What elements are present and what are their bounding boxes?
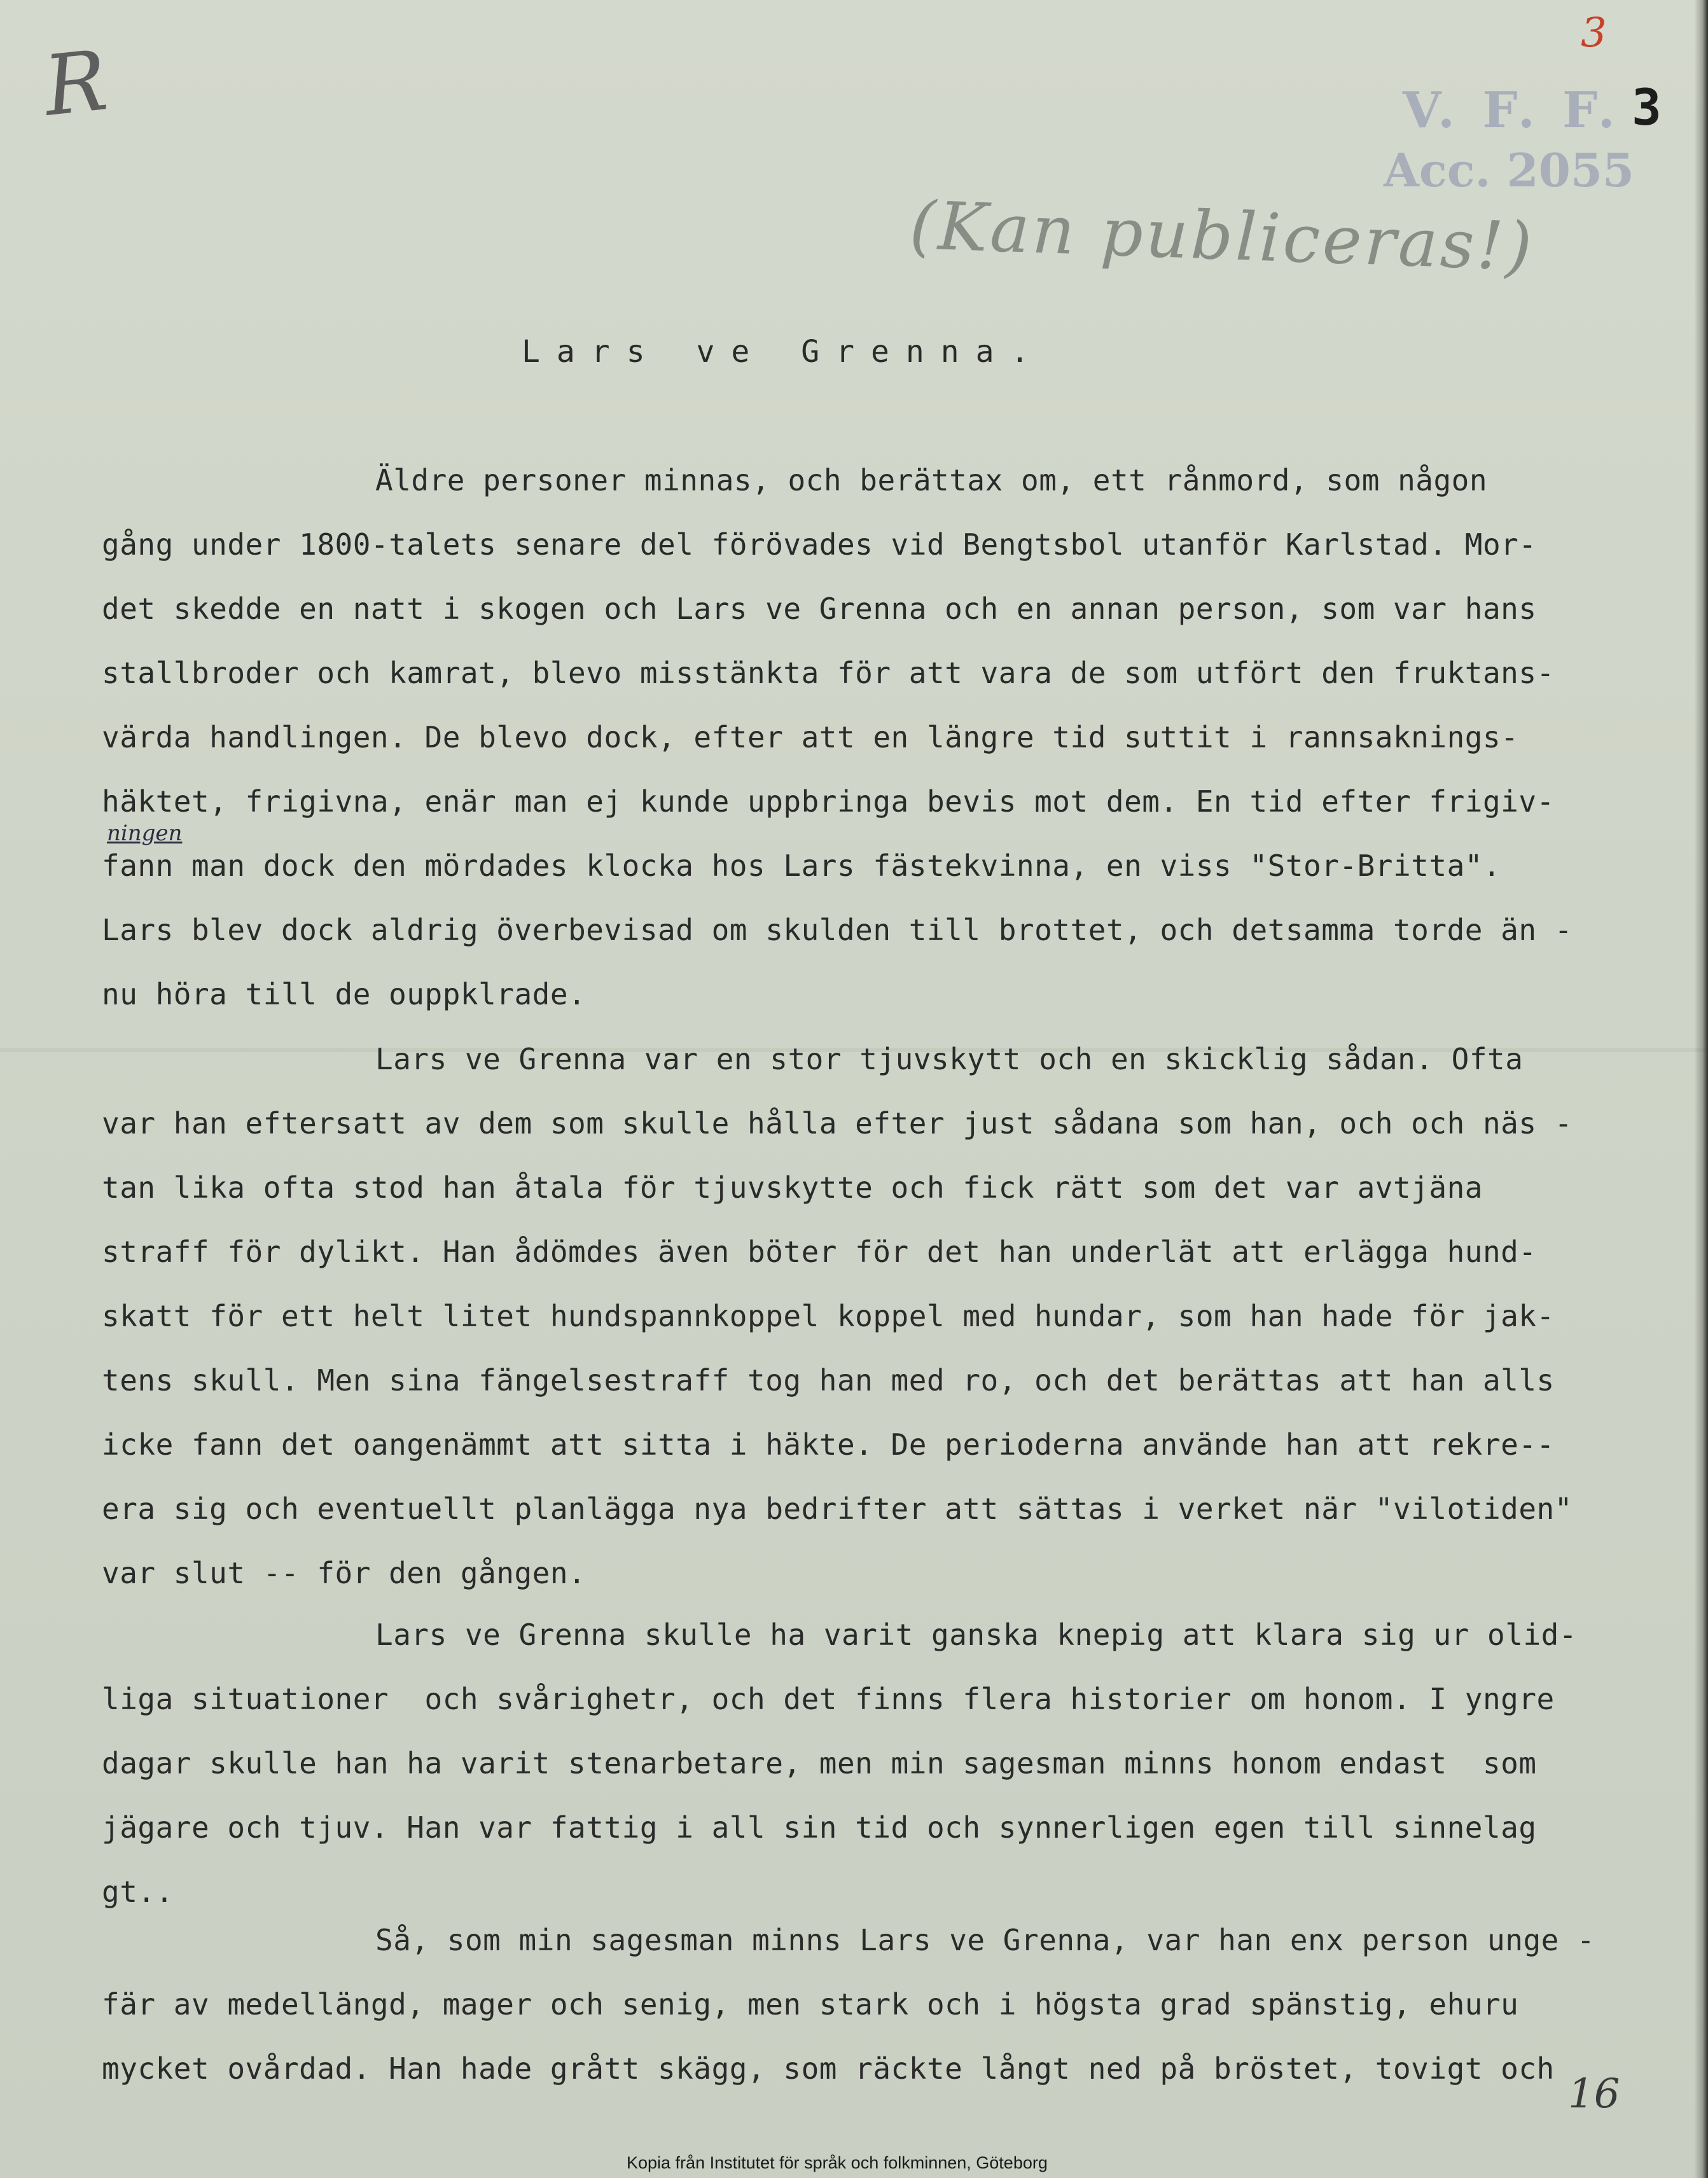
- text-line: nu höra till de ouppklrade.: [102, 977, 587, 1011]
- text-line: Lars ve Grenna var en stor tjuvskytt och en skicklig sådan. Ofta: [375, 1042, 1524, 1076]
- corner-handwritten-letter: R: [39, 32, 112, 135]
- archive-footer: Kopia från Institutet för språk och folkminnen, Göteborg: [627, 2153, 1048, 2172]
- margin-handwritten-number: 16: [1568, 2070, 1620, 2118]
- text-line: Lars blev dock aldrig överbevisad om skulden till brottet, och detsamma torde än -: [102, 913, 1573, 947]
- text-line: jägare och tjuv. Han var fattig i all sin tid och synnerligen egen till sinnelag: [102, 1810, 1537, 1845]
- page-edge-shadow: [1694, 0, 1708, 2178]
- paragraph-4: [102, 1908, 1667, 2101]
- text-line: Lars ve Grenna skulle ha varit ganska knepig att klara sig ur olid-: [375, 1618, 1578, 1652]
- text-line: skatt för ett helt litet hundspannkoppel koppel med hundar, som han hade för jak-: [102, 1299, 1555, 1333]
- text-line: tan lika ofta stod han åtala för tjuvskytte och fick rätt som det var avtjäna: [102, 1170, 1483, 1205]
- text-line: tens skull. Men sina fängelsestraff tog han med ro, och det berättas att han alls: [102, 1363, 1555, 1398]
- text-line: var han eftersatt av dem som skulle hålla efter just sådana som han, och och näs -: [102, 1106, 1573, 1141]
- text-line: fann man dock den mördades klocka hos Lars fästekvinna, en viss "Stor-Britta".: [102, 849, 1501, 883]
- paragraph-3: [102, 1603, 1667, 1924]
- text-line: Så, som min sagesman minns Lars ve Grenna, var han enx person unge -: [375, 1923, 1595, 1957]
- archive-stamp-line2: Acc. 2055: [1384, 143, 1635, 197]
- text-line: det skedde en natt i skogen och Lars ve Grenna och en annan person, som var hans: [102, 592, 1537, 626]
- text-line: dagar skulle han ha varit stenarbetare, men min sagesman minns honom endast som: [102, 1746, 1537, 1780]
- paragraph-2: [102, 1027, 1667, 1606]
- paragraph-1: [102, 448, 1667, 1027]
- text-line: Äldre personer minnas, och berättax om, ett rånmord, som någon: [375, 463, 1488, 497]
- red-page-number: 3: [1581, 10, 1607, 57]
- text-line: era sig och eventuellt planlägga nya bedrifter att sättas i verket när "vilotiden": [102, 1492, 1573, 1526]
- text-line: straff för dylikt. Han ådömdes även böter för det han underlät att erlägga hund-: [102, 1235, 1537, 1269]
- archive-stamp-line1: V. F. F.: [1403, 81, 1620, 139]
- text-line: liga situationer och svårighetr, och det finns flera historier om honom. I yngre: [102, 1682, 1555, 1716]
- text-line: mycket ovårdad. Han hade grått skägg, som räckte långt ned på bröstet, tovigt och: [102, 2051, 1555, 2086]
- text-line: häktet, frigivna, enär man ej kunde uppbringa bevis mot dem. En tid efter frigiv-: [102, 784, 1555, 819]
- text-line: gt..: [102, 1875, 174, 1909]
- insertion-annotation: ningen: [107, 821, 183, 846]
- text-line: stallbroder och kamrat, blevo misstänkta för att vara de som utfört den fruktans-: [102, 656, 1555, 690]
- text-line: fär av medellängd, mager och senig, men stark och i högsta grad spänstig, ehuru: [102, 1987, 1519, 2022]
- document-title: Lars ve Grenna.: [522, 334, 1046, 370]
- pencil-annotation: (Kan publiceras!): [908, 186, 1536, 286]
- text-line: värda handlingen. De blevo dock, efter att en längre tid suttit i rannsaknings-: [102, 720, 1519, 754]
- text-line: icke fann det oangenämmt att sitta i häkte. De perioderna använde han att rekre--: [102, 1427, 1555, 1462]
- typed-page-number: 3: [1632, 80, 1662, 137]
- text-line: var slut -- för den gången.: [102, 1556, 587, 1590]
- text-line: gång under 1800-talets senare del förövades vid Bengtsbol utanför Karlstad. Mor-: [102, 527, 1537, 562]
